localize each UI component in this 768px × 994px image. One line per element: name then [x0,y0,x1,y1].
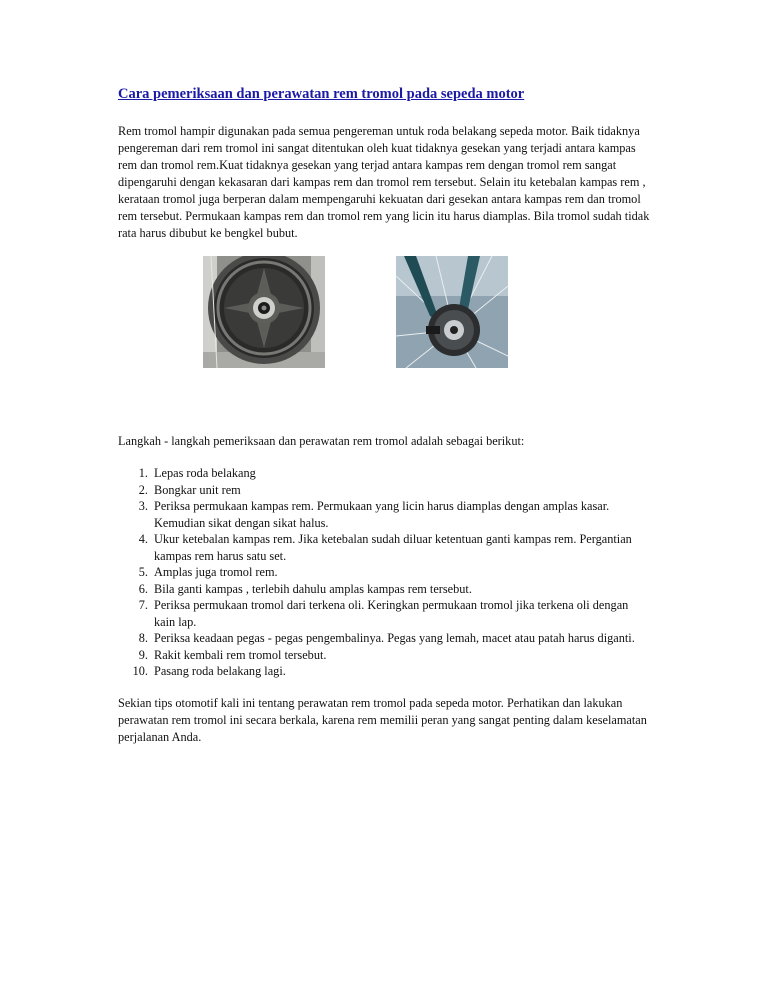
step-text: Periksa permukaan kampas rem. Permukaan yang licin harus diamplas dengan amplas kasar. Kemudian sikat dengan sikat halus. [154,499,610,530]
step-number: 9. [138,647,148,662]
document-page [118,86,650,746]
list-item [118,647,650,664]
step-text: Periksa keadaan pegas - pegas pengembalinya. Pegas yang lemah, macet atau patah harus diganti. [154,631,635,645]
steps-list [118,465,650,680]
step-text: Bongkar unit rem [154,482,241,497]
list-item [118,663,650,680]
step-number: 8. [138,631,148,645]
step-text: Periksa permukaan tromol dari terkena oli. Keringkan permukaan tromol jika terkena oli dengan kain lap. [154,598,629,629]
step-number: 2. [138,482,148,497]
step-text: Lepas roda belakang [154,466,256,480]
step-number: 7. [138,598,148,612]
list-item [118,564,650,581]
step-text: Amplas juga tromol rem. [154,565,278,579]
list-item [118,630,650,647]
brake-drum-photo-icon [203,256,325,368]
list-item [118,482,650,499]
rear-wheel-hub-photo-icon [396,256,508,368]
step-number: 4. [138,532,148,546]
list-item [118,597,650,630]
step-number: 5. [138,565,148,579]
document-title-link[interactable]: Cara pemeriksaan dan perawatan rem tromol pada sepeda motor [118,86,525,102]
intro-paragraph: Rem tromol hampir digunakan pada semua pengereman untuk roda belakang sepeda motor. Baik tidaknya pengereman dari rem tromol ini sangat ditentukan oleh kuat tidaknya gesekan yang terjadi antara kampas rem dan tromol rem.Kuat tidaknya gesekan yang terjad antara kampas rem dengan tromol rem sangat dipengaruhi dengan kekasaran dari kampas rem dan tromol rem tersebut. Selain itu ketebalan kampas rem , kerataan tromol juga berperan dalam mempengaruhi kekuatan dari gesekan antara kampas rem dan tromol rem tersebut. Permukaan kampas rem dan tromol rem yang licin itu harus diamplas. Bila tromol sudah tidak rata harus dibubut ke bengkel bubut. [118,124,650,240]
steps-intro: Langkah - langkah pemeriksaan dan perawatan rem tromol adalah sebagai berikut: [118,434,525,448]
step-text: Ukur ketebalan kampas rem. Jika ketebalan sudah diluar ketentuan ganti kampas rem. Pergantian kampas rem harus satu set. [154,532,632,563]
list-item [118,531,650,564]
list-item [118,465,650,482]
step-number: 1. [138,466,148,480]
step-number: 10. [132,664,148,678]
step-text: Rakit kembali rem tromol tersebut. [154,647,327,662]
list-item [118,498,650,531]
step-number: 3. [138,499,148,513]
image-row [118,256,650,406]
closing-paragraph: Sekian tips otomotif kali ini tentang perawatan rem tromol pada sepeda motor. Perhatikan dan lakukan perawatan rem tromol ini secara berkala, karena rem memilii peran yang sangat penting dalam keselamatan perjalanan Anda. [118,695,647,744]
step-text: Bila ganti kampas , terlebih dahulu amplas kampas rem tersebut. [154,581,472,596]
step-text: Pasang roda belakang lagi. [154,664,286,678]
list-item [118,581,650,598]
step-number: 6. [138,581,148,596]
